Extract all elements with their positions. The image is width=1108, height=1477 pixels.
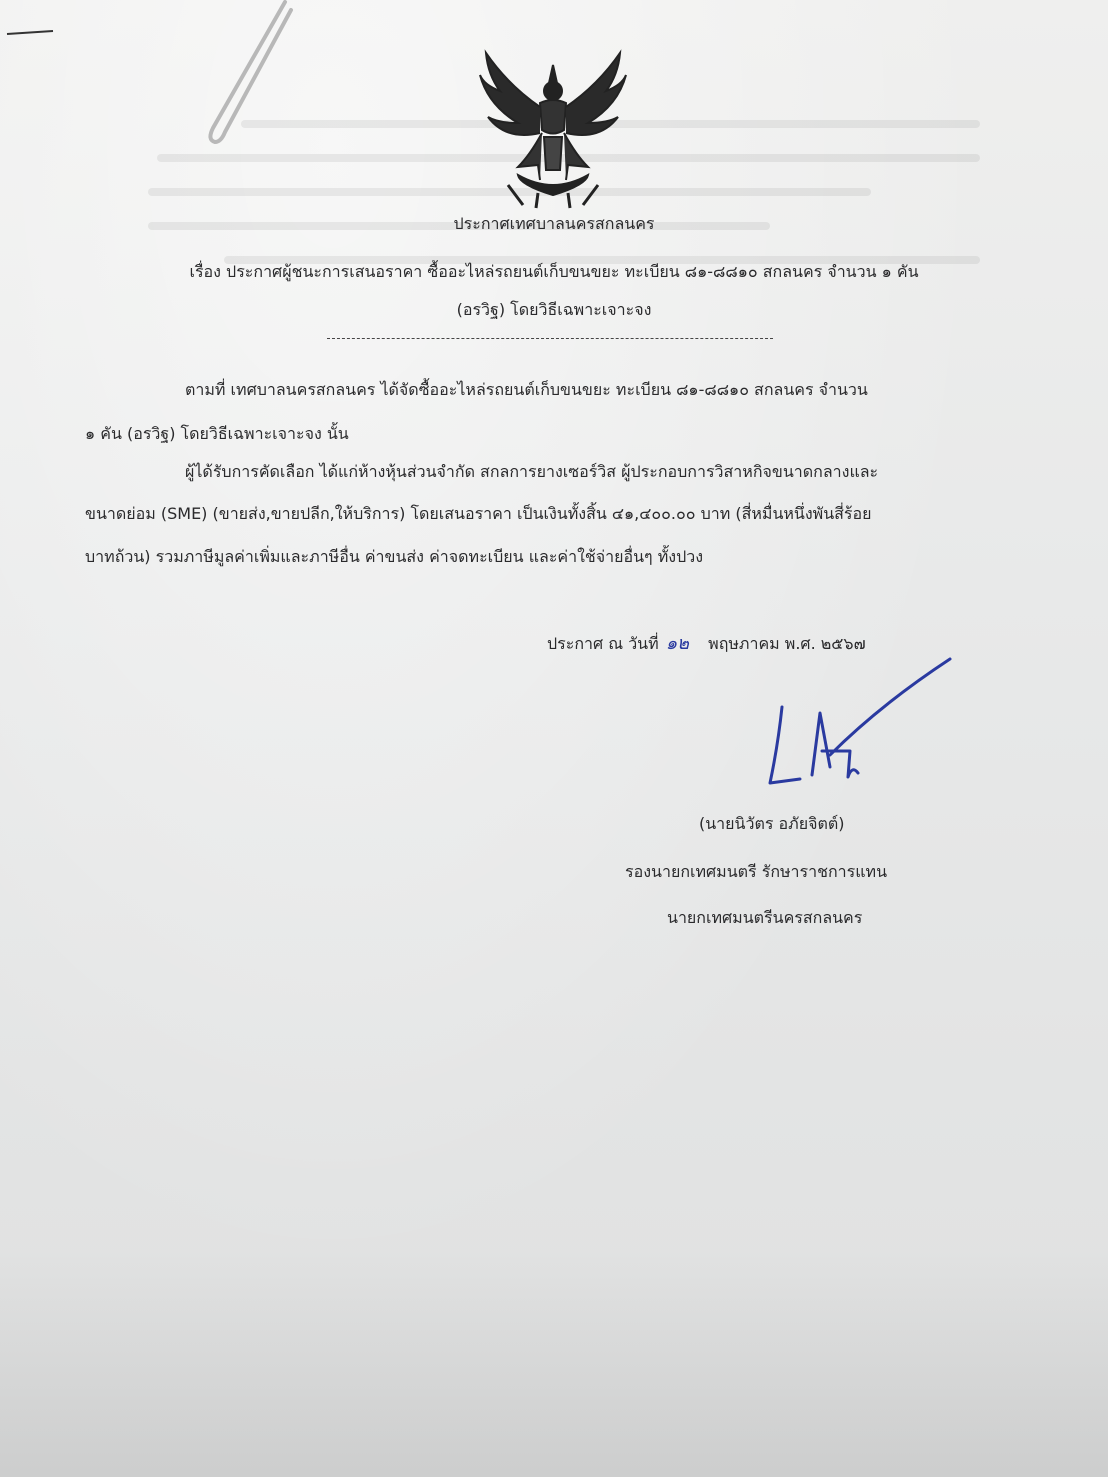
garuda-emblem-icon — [478, 45, 628, 210]
signatory-name: (นายนิวัตร อภัยจิตต์) — [699, 814, 845, 833]
paragraph-2-line-2: ขนาดย่อม (SME) (ขายส่ง,ขายปลีก,ให้บริการ) โดยเสนอราคา เป็นเงินทั้งสิ้น ๔๑,๔๐๐.๐๐ บาท (สี่หมื่นหนึ่งพันสี่ร้อย — [85, 504, 872, 523]
pen-mark-icon — [5, 30, 55, 36]
signatory-position-1: รองนายกเทศมนตรี รักษาราชการแทน — [625, 862, 888, 881]
paragraph-2-line-3: บาทถ้วน) รวมภาษีมูลค่าเพิ่มและภาษีอื่น ค่าขนส่ง ค่าจดทะเบียน และค่าใช้จ่ายอื่นๆ ทั้งปวง — [85, 547, 704, 566]
paragraph-2-line-1: ผู้ได้รับการคัดเลือก ได้แก่ห้างหุ้นส่วนจำกัด สกลการยางเซอร์วิส ผู้ประกอบการวิสาหกิจขนาดกลางและ — [185, 462, 879, 481]
announcement-subject-line-1: เรื่อง ประกาศผู้ชนะการเสนอราคา ซื้ออะไหล่รถยนต์เก็บขนขยะ ทะเบียน ๘๑-๘๘๑๐ สกลนคร จำนวน ๑ คัน — [189, 262, 919, 281]
paragraph-1-line-1: ตามที่ เทศบาลนครสกลนคร ได้จัดซื้ออะไหล่รถยนต์เก็บขนขยะ ทะเบียน ๘๑-๘๘๑๐ สกลนคร จำนวน — [185, 380, 868, 399]
paperclip-icon — [195, 0, 295, 150]
signatory-position-2: นายกเทศมนตรีนครสกลนคร — [667, 908, 863, 927]
announcement-org: ประกาศเทศบาลนครสกลนคร — [453, 214, 655, 233]
signature-icon — [760, 655, 960, 795]
paragraph-1-line-2: ๑ คัน (อรวิฐ) โดยวิธีเฉพาะเจาะจง นั้น — [85, 424, 349, 443]
date-month-year: พฤษภาคม พ.ศ. ๒๕๖๗ — [708, 634, 866, 653]
announcement-subject-line-2: (อรวิฐ) โดยวิธีเฉพาะเจาะจง — [456, 300, 652, 319]
divider-line — [327, 338, 773, 339]
date-day-handwritten: ๑๒ — [665, 633, 690, 654]
date-prefix: ประกาศ ณ วันที่ — [547, 634, 659, 653]
page-shadow — [0, 1247, 1108, 1477]
announcement-date — [547, 628, 866, 657]
